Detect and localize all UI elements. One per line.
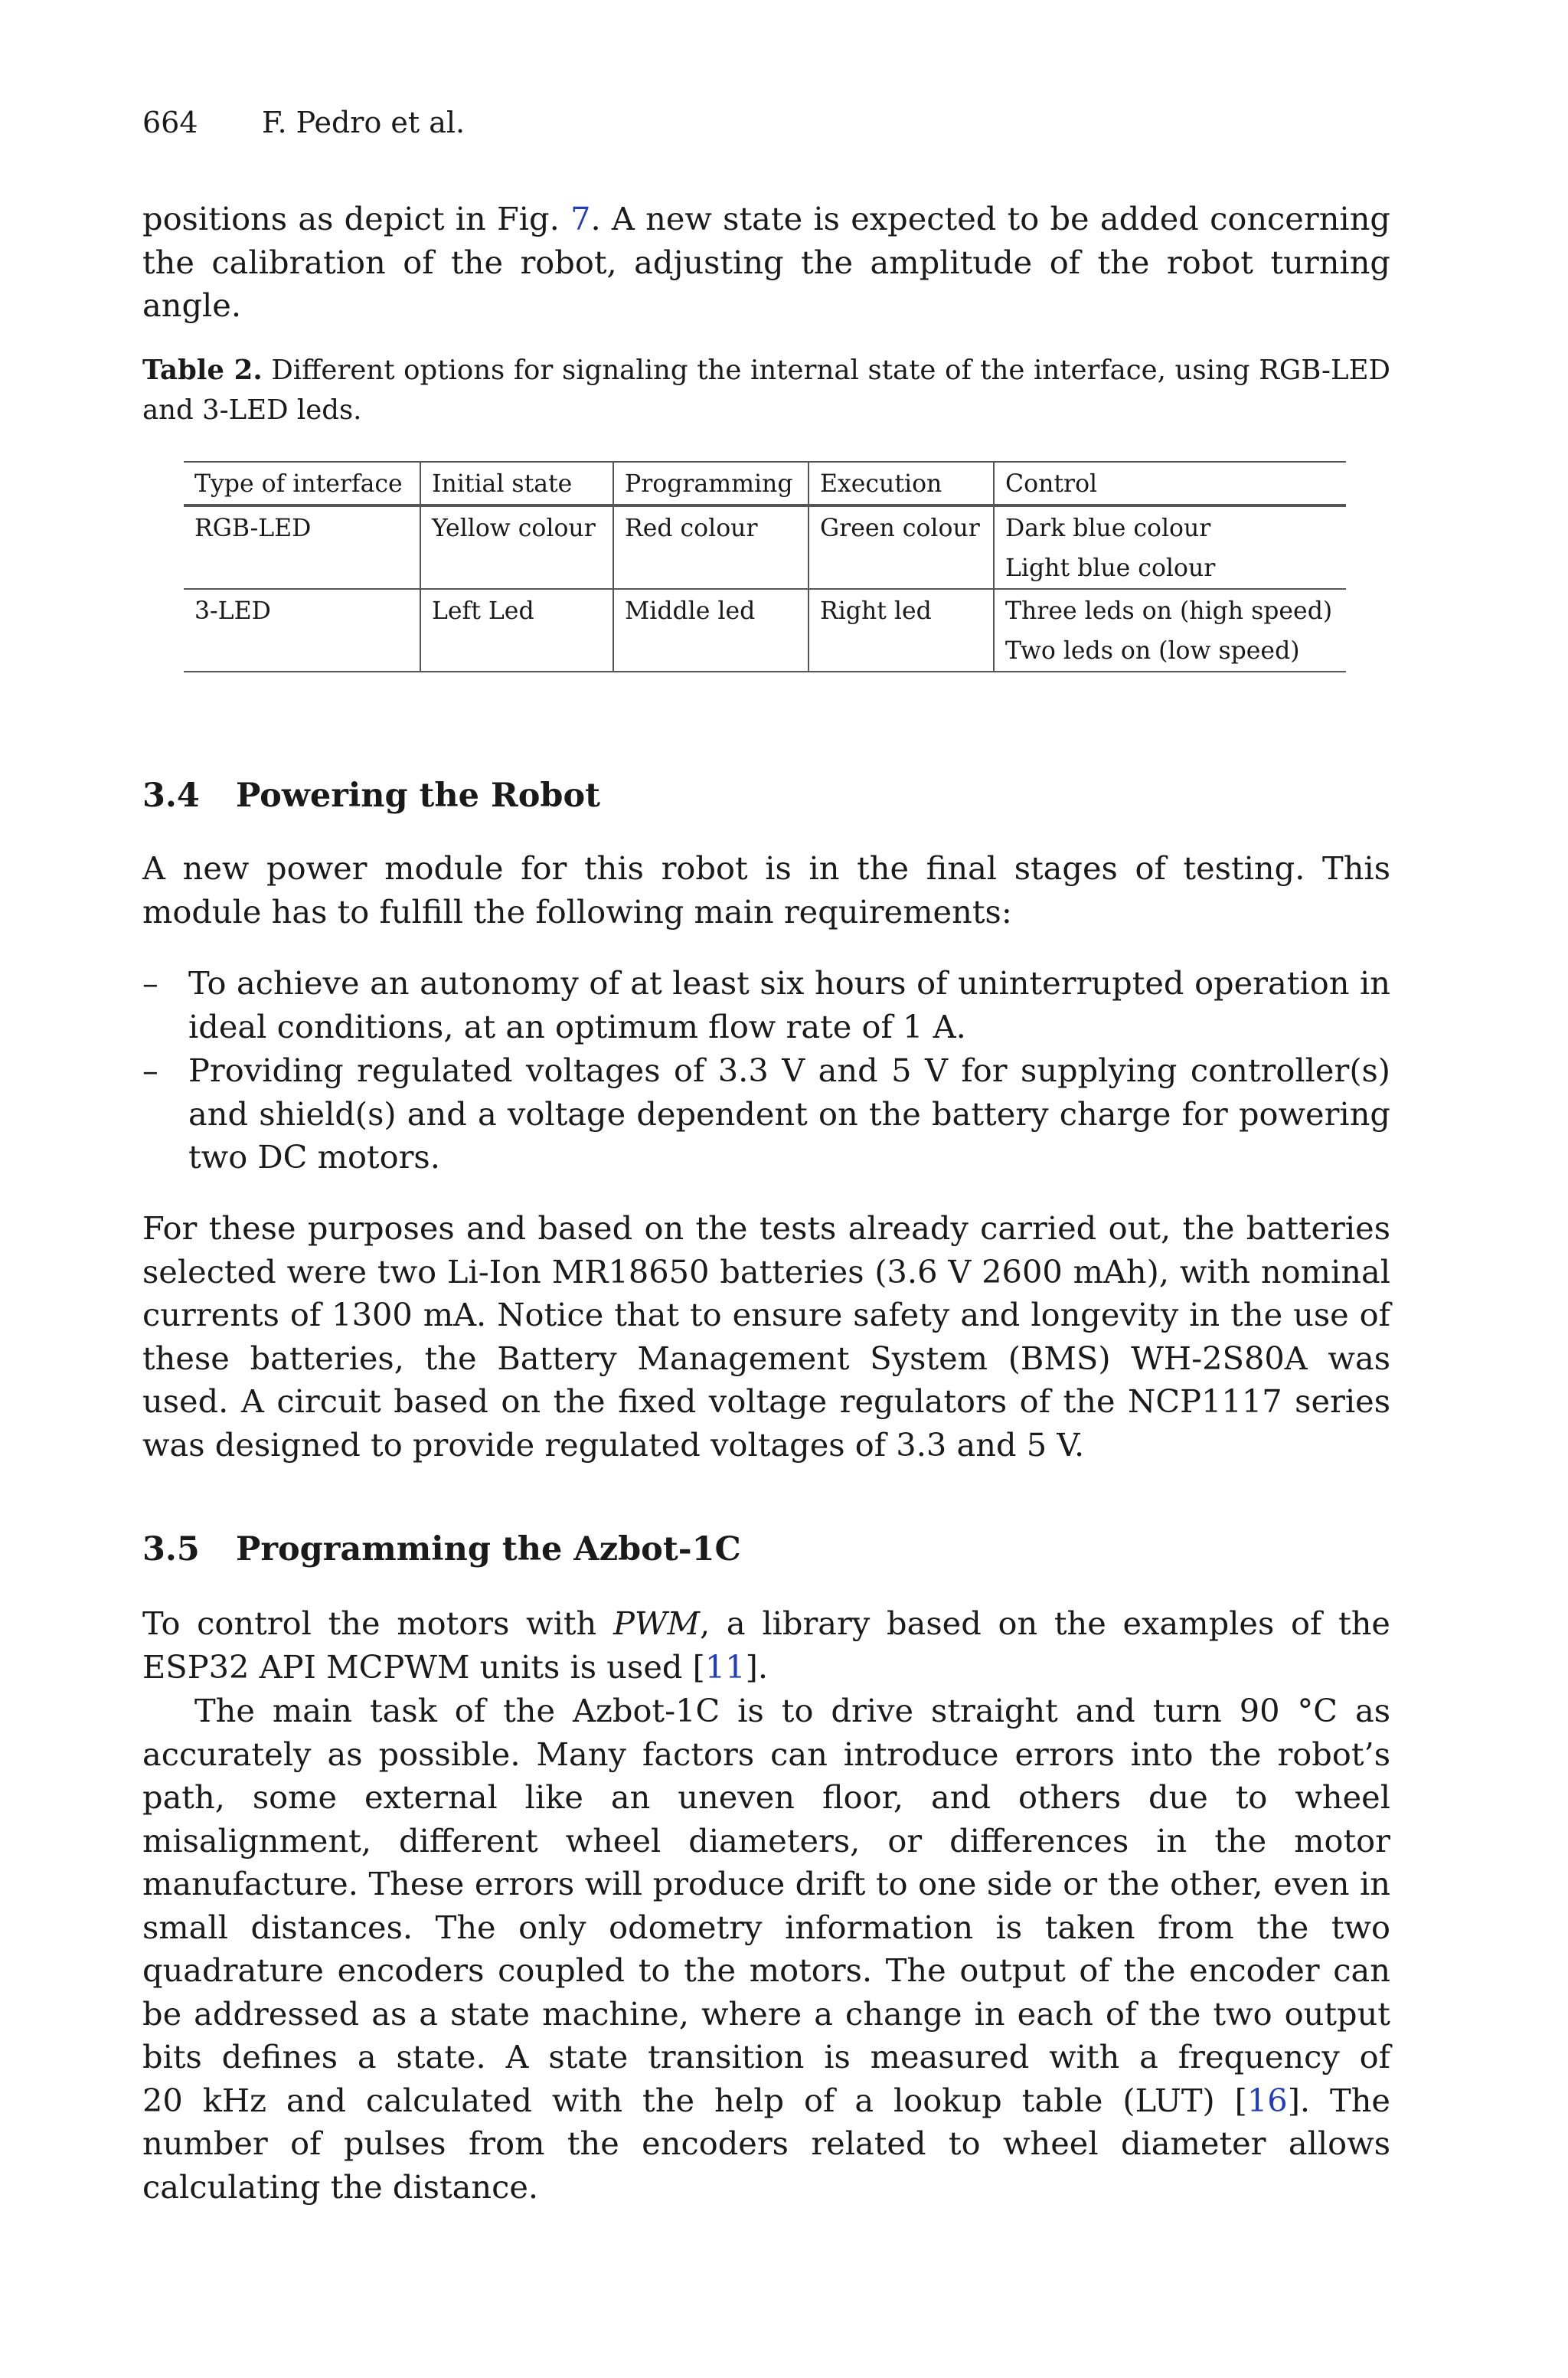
table-row — [184, 589, 1346, 672]
section-3-4-intro: A new power module for this robot is in the final stages of testing. This module has to fulfill the following main requirements: — [142, 849, 1390, 931]
p1-text-1: To control the motors with — [142, 1604, 613, 1642]
reference-16-link[interactable]: 16 — [1246, 2081, 1288, 2119]
running-head-authors: F. Pedro et al. — [262, 106, 466, 139]
cell-control-line: Dark blue colour — [1005, 515, 1211, 542]
intro-paragraph — [142, 198, 1390, 328]
header-initial-state: Initial state — [420, 462, 613, 505]
pwm-term: PWM — [612, 1604, 701, 1642]
cell-control — [994, 589, 1346, 672]
header-type-of-interface: Type of interface — [194, 470, 403, 498]
table-header-row — [184, 462, 1346, 505]
section-number: 3.5 — [142, 1530, 200, 1568]
intro-text-2: . A new state is expected to be added concerning the calibration of the robot, adjusting the amplitude of the robot turning angle. — [142, 200, 1390, 324]
running-head — [142, 106, 465, 139]
section-3-5-paragraph-2 — [142, 1689, 1390, 2209]
header-programming: Programming — [613, 462, 808, 505]
section-3-5-paragraph-1 — [142, 1602, 1390, 1689]
page-number: 664 — [142, 106, 198, 139]
cell-initial-state: Left Led — [420, 589, 613, 672]
figure-7-link[interactable]: 7 — [570, 200, 591, 237]
cell-programming: Middle led — [613, 589, 808, 672]
cell-programming: Red colour — [613, 505, 808, 589]
section-number: 3.4 — [142, 777, 200, 815]
intro-text-1: positions as depict in Fig. — [142, 200, 571, 237]
cell-control-line: Two leds on (low speed) — [1005, 637, 1300, 665]
cell-control-line: Three leds on (high speed) — [1005, 597, 1333, 625]
section-heading-3-4 — [142, 777, 600, 815]
p2-text-2: ]. The number of pulses from the encoders related to wheel diameter allows calculating the distance. — [142, 2081, 1390, 2206]
signaling-options-table — [184, 461, 1346, 672]
section-title: Powering the Robot — [236, 777, 601, 815]
list-dash: – — [142, 964, 158, 1002]
cell-execution: Green colour — [808, 505, 994, 589]
reference-11-link[interactable]: 11 — [704, 1647, 746, 1686]
cell-control-line: Light blue colour — [1005, 554, 1216, 582]
p1-text-2: , a library based on the examples of the ESP32 API MCPWM units is used [ — [142, 1604, 1390, 1686]
list-dash: – — [142, 1052, 158, 1089]
requirement-text: Providing regulated voltages of 3.3 V and 5 V for supplying controller(s) and shield(s) and a voltage dependent on the battery charge for powering two DC motors. — [188, 1052, 1390, 1176]
requirement-item — [142, 1049, 1390, 1179]
requirement-item — [142, 962, 1390, 1048]
table-caption-text: Different options for signaling the internal state of the interface, using RGB-LED and 3-LED leds. — [142, 355, 1390, 426]
cell-type: 3-LED — [194, 597, 271, 625]
header-control: Control — [994, 462, 1346, 505]
p2-text-1: The main task of the Azbot-1C is to drive straight and turn 90 °C as accurately as possible. Many factors can introduce errors into the robot’s path, some external like an uneven floor, and others due to wheel misalignment, different wheel diameters, or differences in the motor manufacture. These errors will produce drift to one side or the other, even in small distances. The only odometry information is taken from the two quadrature encoders coupled to the motors. The output of the encoder can be addressed as a state machine, where a change in each of the two output bits defines a state. A state transition is measured with a frequency of 20 kHz and calculated with the help of a lookup table (LUT) [ — [142, 1692, 1390, 2119]
cell-execution: Right led — [808, 589, 994, 672]
table-row — [184, 505, 1346, 589]
section-3-4-paragraph: For these purposes and based on the tests already carried out, the batteries selected were two Li-Ion MR18650 batteries (3.6 V 2600 mAh), with nominal currents of 1300 mA. Notice that to ensure safety and longevity in the use of these batteries, the Battery Management System (BMS) WH-2S80A was used. A circuit based on the fixed voltage regulators of the NCP1117 series was designed to provide regulated voltages of 3.3 and 5 V. — [142, 1209, 1390, 1464]
table-caption — [142, 351, 1390, 430]
cell-control — [994, 505, 1346, 589]
cell-initial-state: Yellow colour — [420, 505, 613, 589]
p1-text-3: ]. — [745, 1647, 769, 1686]
cell-type: RGB-LED — [194, 515, 312, 542]
section-heading-3-5 — [142, 1530, 741, 1568]
requirement-text: To achieve an autonomy of at least six hours of uninterrupted operation in ideal conditions, at an optimum flow rate of 1 A. — [188, 964, 1390, 1045]
header-execution: Execution — [808, 462, 994, 505]
section-title: Programming the Azbot-1C — [236, 1530, 741, 1568]
table-caption-label: Table 2. — [142, 355, 263, 386]
